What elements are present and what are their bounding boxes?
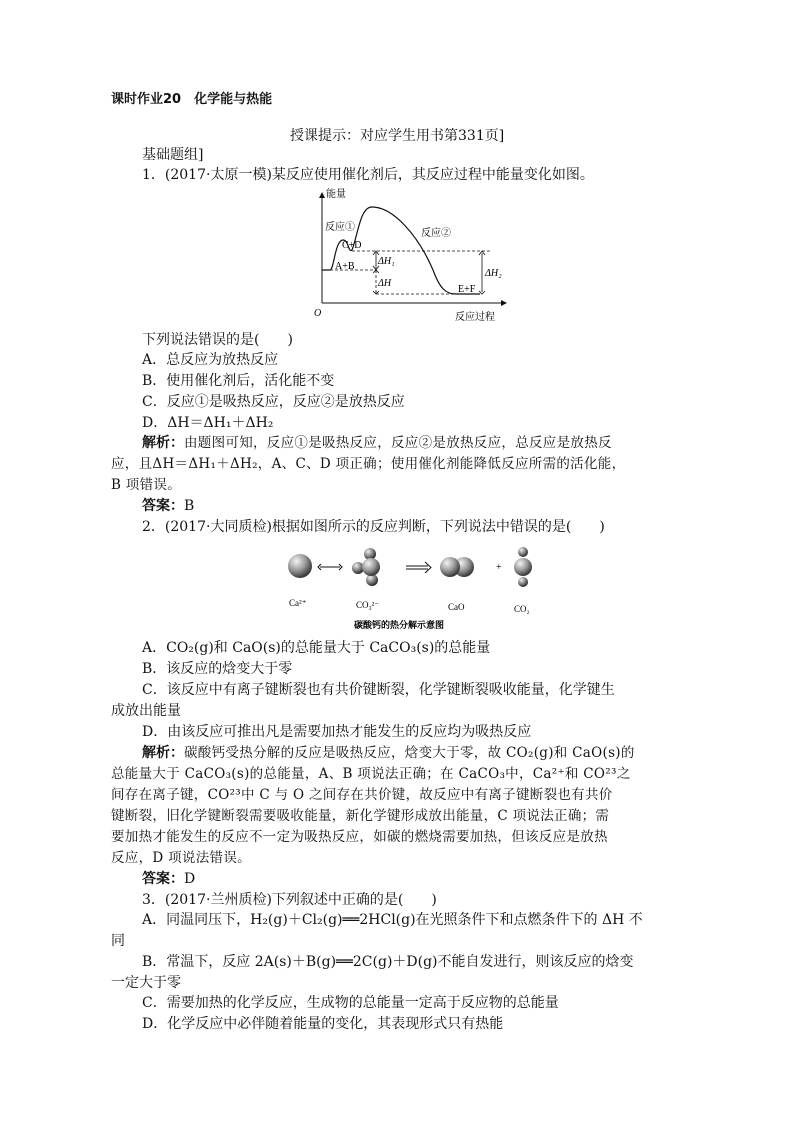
q3-option-a-2: 同 <box>111 933 125 949</box>
dh-label: ΔH <box>378 278 392 289</box>
ef-label: E+F <box>458 284 476 295</box>
cao-label: CaO <box>448 602 465 612</box>
page-title: 课时作业20 化学能与热能 <box>111 92 273 107</box>
q1-question: 下列说法错误的是( ) <box>142 332 293 348</box>
energy-diagram <box>308 185 513 325</box>
q3-option-d: D．化学反应中必伴随着能量的变化，其表现形式只有热能 <box>142 1016 504 1032</box>
decomposition-diagram <box>278 540 558 635</box>
q2-analysis-5: 要加热才能发生的反应不一定为吸热反应，如碳的燃烧需要加热，但该反应是放热 <box>111 829 608 845</box>
ab-label: A+B <box>335 261 355 272</box>
q3-stem: 3．(2017·兰州质检)下列叙述中正确的是( ) <box>142 892 437 908</box>
q2-stem: 2．(2017·大同质检)根据如图所示的反应判断，下列说法中错误的是( ) <box>142 519 605 535</box>
q1-option-c: C．反应①是吸热反应，反应②是放热反应 <box>142 394 405 410</box>
section-label: 基础题组] <box>142 147 204 163</box>
plus-sign: + <box>496 562 502 573</box>
dh2-label: ΔH₂ <box>485 268 502 279</box>
q2-option-d: D．由该反应可推出凡是需要加热才能发生的反应均为吸热反应 <box>142 724 532 740</box>
q1-analysis-2: 应，且ΔH＝ΔH₁＋ΔH₂，A、C、D 项正确；使用催化剂能降低反应所需的活化能， <box>111 456 626 472</box>
origin-label: O <box>314 308 322 319</box>
ca-ion-sphere <box>288 554 312 578</box>
co3-label: CO₃²⁻ <box>356 600 380 610</box>
q1-option-a: A．总反应为放热反应 <box>142 352 279 368</box>
q2-analysis-4: 键断裂，旧化学键断裂需要吸收能量，新化学键形成放出能量，C 项说法正确；需 <box>111 808 610 824</box>
q1-option-d: D．ΔH＝ΔH₁＋ΔH₂ <box>142 415 274 431</box>
q3-option-b-1: B．常温下，反应 2A(s)＋B(g)══2C(g)＋D(g)不能自发进行，则该反应的焓变 <box>142 954 634 970</box>
co2-sphere <box>514 558 532 576</box>
ca-label: Ca²⁺ <box>289 598 307 608</box>
q3-option-c: C．需要加热的化学反应，生成物的总能量一定高于反应物的总能量 <box>142 995 559 1011</box>
dh1-label: ΔH₁ <box>378 256 395 267</box>
cd-label: C+D <box>342 240 362 251</box>
figure-caption: 碳酸钙的热分解示意图 <box>354 620 445 630</box>
cao-sphere <box>440 557 460 577</box>
textbook-hint: 授课提示：对应学生用书第331页] <box>290 128 505 144</box>
q3-option-b-2: 一定大于零 <box>111 975 181 991</box>
q2-option-b: B．该反应的焓变大于零 <box>142 661 293 677</box>
q2-analysis-2: 总能量大于 CaCO₃(s)的总能量，A、B 项说法正确；在 CaCO₃中，Ca²⁺和 CO²³之 <box>111 766 631 782</box>
reaction1-label: 反应① <box>325 222 355 233</box>
q1-analysis-1: 解析：由题图可知，反应①是吸热反应，反应②是放热反应，总反应是放热反 <box>142 435 612 451</box>
y-axis-label: 能量 <box>326 189 346 200</box>
q2-option-a: A．CO₂(g)和 CaO(s)的总能量大于 CaCO₃(s)的总能量 <box>142 640 491 656</box>
q2-analysis-6: 反应，D 项说法错误。 <box>111 850 251 866</box>
q2-answer: 答案：D <box>142 871 196 887</box>
q1-stem: 1．(2017·太原一模)某反应使用催化剂后，其反应过程中能量变化如图。 <box>142 167 594 183</box>
carbonate-sphere <box>362 558 380 576</box>
q2-analysis-1: 解析：碳酸钙受热分解的反应是吸热反应，焓变大于零，故 CO₂(g)和 CaO(s)的 <box>142 745 635 761</box>
x-axis-label: 反应过程 <box>455 312 495 323</box>
q2-analysis-3: 间存在离子键，CO²³中 C 与 O 之间存在共价键，故反应中有离子键断裂也有共价 <box>111 787 613 803</box>
q1-answer: 答案：B <box>142 498 195 514</box>
co2-label: CO₂ <box>514 604 530 614</box>
q3-option-a-1: A．同温同压下，H₂(g)＋Cl₂(g)══2HCl(g)在光照条件下和点燃条件下的 ΔH 不 <box>142 912 643 928</box>
q2-option-c-2: 成放出能量 <box>111 703 181 719</box>
q2-option-c-1: C．该反应中有离子键断裂也有共价键断裂，化学键断裂吸收能量，化学键生 <box>142 682 615 698</box>
q1-option-b: B．使用催化剂后，活化能不变 <box>142 373 335 389</box>
reaction2-label: 反应② <box>421 228 451 239</box>
q1-analysis-3: B 项错误。 <box>111 477 182 493</box>
